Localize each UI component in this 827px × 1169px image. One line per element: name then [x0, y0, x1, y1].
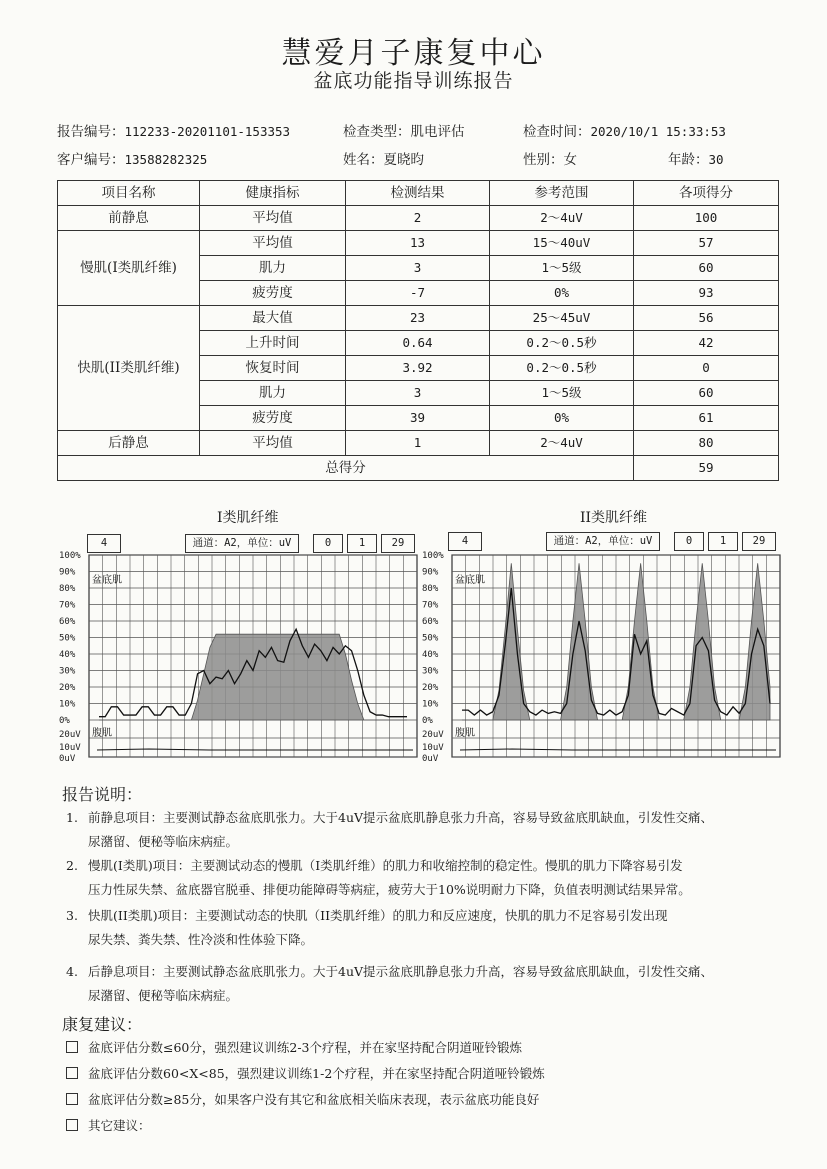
result-cell: 39: [346, 406, 490, 431]
suggestion-item: [66, 1090, 539, 1108]
client-number-label: 客户编号：: [57, 152, 125, 168]
note-text-continued: 尿失禁、粪失禁、性冷淡和性体验下降。: [88, 932, 314, 947]
total-label: 总得分: [58, 456, 634, 481]
range-cell: 0.2～0.5秒: [490, 356, 634, 381]
gender-label: 性别：: [523, 152, 564, 168]
y-tick-label: 0%: [59, 716, 70, 726]
group-post-rest: 后静息: [58, 431, 200, 456]
value-box-a: 0: [313, 534, 343, 553]
indicator-cell: 平均值: [200, 431, 346, 456]
chart-counter-box: 4: [448, 532, 482, 551]
score-cell: 0: [634, 356, 779, 381]
report-number-label: 报告编号：: [57, 124, 125, 140]
chart-counter-box: 4: [87, 534, 121, 553]
client-name: [343, 148, 424, 168]
y-tick-label: 20%: [59, 683, 76, 693]
report-number-value: 112233-20201101-153353: [124, 124, 291, 139]
header-cell: 项目名称: [58, 181, 200, 206]
note-item: [66, 856, 683, 874]
age-value: 30: [708, 152, 724, 167]
score-cell: 60: [634, 381, 779, 406]
y-tick-label: 80%: [422, 584, 439, 594]
y-tick-label: 60%: [422, 617, 439, 627]
score-cell: 93: [634, 281, 779, 306]
score-cell: 60: [634, 256, 779, 281]
range-cell: 0.2～0.5秒: [490, 331, 634, 356]
result-cell: 13: [346, 231, 490, 256]
y-tick-label: 10%: [422, 699, 439, 710]
result-cell: 3: [346, 381, 490, 406]
range-cell: 1～5级: [490, 381, 634, 406]
note-text-continued: 尿潴留、便秘等临床病症。: [88, 988, 239, 1003]
header-cell: 健康指标: [200, 181, 346, 206]
suggestion-text: 盆底评估分数≤60分，强烈建议训练2-3个疗程，并在家坚持配合阴道哑铃锻炼: [88, 1040, 523, 1055]
slow-chart-plot: [57, 505, 422, 765]
score-cell: 80: [634, 431, 779, 456]
score-cell: 61: [634, 406, 779, 431]
indicator-cell: 疲劳度: [200, 406, 346, 431]
center-title: 慧爱月子康复中心: [281, 36, 546, 71]
result-cell: -7: [346, 281, 490, 306]
indicator-cell: 平均值: [200, 231, 346, 256]
client-number-value: 13588282325: [124, 152, 208, 167]
y-tick-label: 20uV: [422, 730, 444, 740]
value-box-c: 29: [742, 532, 776, 551]
note-number: 4.: [66, 964, 78, 979]
result-cell: 3: [346, 256, 490, 281]
total-score: 59: [634, 456, 779, 481]
abdominal-muscle-label: 腹肌: [455, 728, 475, 739]
score-cell: 56: [634, 306, 779, 331]
y-tick-label: 0%: [422, 716, 433, 726]
note-number: 2.: [66, 858, 78, 873]
result-cell: 23: [346, 306, 490, 331]
note-number: 3.: [66, 908, 78, 923]
checkbox-icon[interactable]: [66, 1067, 78, 1079]
results-table: [57, 180, 779, 481]
y-tick-label: 60%: [59, 617, 76, 627]
header-cell: 检测结果: [346, 181, 490, 206]
suggestion-item: [66, 1116, 151, 1134]
y-tick-label: 80%: [59, 584, 76, 594]
indicator-cell: 平均值: [200, 206, 346, 231]
table-header-row: [58, 181, 779, 206]
suggestion-item: [66, 1064, 545, 1082]
report-number: [57, 120, 290, 140]
indicator-cell: 肌力: [200, 381, 346, 406]
table-row: [58, 231, 779, 256]
abdominal-signal-line: [460, 749, 776, 750]
fast-muscle-chart: [420, 505, 785, 765]
group-pre-rest: 前静息: [58, 206, 200, 231]
value-box-b: 1: [708, 532, 738, 551]
range-cell: 2～4uV: [490, 431, 634, 456]
exam-type-label: 检查类型：: [343, 124, 411, 140]
total-row: [58, 456, 779, 481]
age: [668, 148, 724, 168]
result-cell: 1: [346, 431, 490, 456]
exam-time-label: 检查时间：: [523, 124, 591, 140]
indicator-cell: 恢复时间: [200, 356, 346, 381]
result-cell: 0.64: [346, 331, 490, 356]
exam-type-value: 肌电评估: [410, 124, 465, 140]
score-cell: 57: [634, 231, 779, 256]
y-tick-label: 40%: [59, 650, 76, 660]
pelvic-muscle-label: 盆底肌: [455, 575, 485, 586]
note-item: [66, 808, 713, 826]
y-tick-label: 40%: [422, 650, 439, 660]
suggestion-text: 盆底评估分数≥85分，如果客户没有其它和盆底相关临床表现，表示盆底功能良好: [88, 1092, 540, 1107]
client-name-value: 夏晓昀: [383, 152, 424, 168]
table-row: [58, 431, 779, 456]
client-name-label: 姓名：: [343, 152, 384, 168]
y-tick-label: 10%: [59, 699, 76, 710]
header-cell: 各项得分: [634, 181, 779, 206]
table-row: [58, 306, 779, 331]
slow-muscle-chart: [57, 505, 422, 765]
exam-time: [523, 120, 726, 140]
value-box-b: 1: [347, 534, 377, 553]
indicator-cell: 疲劳度: [200, 281, 346, 306]
value-box-c: 29: [381, 534, 415, 553]
y-tick-label: 10uV: [422, 743, 444, 753]
y-tick-label: 0uV: [422, 754, 439, 764]
note-item: [66, 906, 668, 924]
range-cell: 15～40uV: [490, 231, 634, 256]
y-tick-label: 20uV: [59, 730, 81, 740]
y-tick-label: 30%: [422, 666, 439, 677]
indicator-cell: 最大值: [200, 306, 346, 331]
group-fast-muscle: 快肌(II类肌纤维): [58, 306, 200, 431]
suggestions-heading: 康复建议：: [62, 1015, 143, 1034]
header-cell: 参考范围: [490, 181, 634, 206]
channel-box: 通道：A2，单位：uV: [546, 532, 660, 551]
range-cell: 25～45uV: [490, 306, 634, 331]
checkbox-icon[interactable]: [66, 1119, 78, 1131]
exam-type: [343, 120, 465, 140]
group-slow-muscle: 慢肌(I类肌纤维): [58, 231, 200, 306]
range-cell: 0%: [490, 406, 634, 431]
table-row: [58, 206, 779, 231]
chart-title: I类肌纤维: [217, 510, 279, 526]
y-tick-label: 90%: [422, 567, 439, 578]
note-text-continued: 压力性尿失禁、盆底器官脱垂、排便功能障碍等病症，疲劳大于10%说明耐力下降，负值表明测试结果异常。: [88, 882, 691, 897]
suggestion-item: [66, 1038, 522, 1056]
note-text-continued: 尿潴留、便秘等临床病症。: [88, 834, 239, 849]
y-tick-label: 50%: [59, 633, 76, 644]
range-cell: 0%: [490, 281, 634, 306]
y-tick-label: 70%: [422, 600, 439, 611]
range-cell: 2～4uV: [490, 206, 634, 231]
result-cell: 3.92: [346, 356, 490, 381]
note-text: 快肌(II类肌)项目：主要测试动态的快肌（II类肌纤维）的肌力和反应速度，快肌的肌力不足容易引发出现: [88, 908, 668, 923]
y-tick-label: 100%: [422, 551, 444, 561]
y-tick-label: 20%: [422, 683, 439, 693]
gender: [523, 148, 577, 168]
indicator-cell: 上升时间: [200, 331, 346, 356]
gender-value: 女: [563, 152, 577, 168]
range-cell: 1～5级: [490, 256, 634, 281]
abdominal-signal-line: [97, 749, 413, 750]
note-text: 后静息项目：主要测试静态盆底肌张力。大于4uV提示盆底肌静息张力升高，容易导致盆底肌缺血，引发性交痛、: [88, 964, 714, 979]
value-box-a: 0: [674, 532, 704, 551]
pelvic-muscle-label: 盆底肌: [92, 575, 122, 586]
chart-title: II类肌纤维: [580, 510, 648, 526]
result-cell: 2: [346, 206, 490, 231]
y-tick-label: 0uV: [59, 754, 76, 764]
indicator-cell: 肌力: [200, 256, 346, 281]
note-item: [66, 962, 713, 980]
client-number: [57, 148, 207, 168]
score-cell: 100: [634, 206, 779, 231]
note-text: 慢肌(I类肌)项目：主要测试动态的慢肌（I类肌纤维）的肌力和收缩控制的稳定性。慢肌的肌力下降容易引发: [88, 858, 683, 873]
checkbox-icon[interactable]: [66, 1041, 78, 1053]
suggestion-text: 盆底评估分数60<X<85，强烈建议训练1-2个疗程，并在家坚持配合阴道哑铃锻炼: [88, 1066, 545, 1081]
y-tick-label: 30%: [59, 666, 76, 677]
note-number: 1.: [66, 810, 78, 825]
y-tick-label: 10uV: [59, 743, 81, 753]
suggestion-text: 其它建议：: [88, 1118, 151, 1133]
y-tick-label: 50%: [422, 633, 439, 644]
channel-box: 通道：A2，单位：uV: [185, 534, 299, 553]
y-tick-label: 90%: [59, 567, 76, 578]
y-tick-label: 100%: [59, 551, 81, 561]
checkbox-icon[interactable]: [66, 1093, 78, 1105]
age-label: 年龄：: [668, 152, 709, 168]
notes-heading: 报告说明：: [62, 785, 143, 804]
score-cell: 42: [634, 331, 779, 356]
report-title: 盆底功能指导训练报告: [313, 70, 514, 92]
exam-time-value: 2020/10/1 15:33:53: [590, 124, 726, 139]
fast-chart-plot: [420, 505, 785, 765]
note-text: 前静息项目：主要测试静态盆底肌张力。大于4uV提示盆底肌静息张力升高，容易导致盆底肌缺血，引发性交痛、: [88, 810, 714, 825]
y-tick-label: 70%: [59, 600, 76, 611]
abdominal-muscle-label: 腹肌: [92, 728, 112, 739]
